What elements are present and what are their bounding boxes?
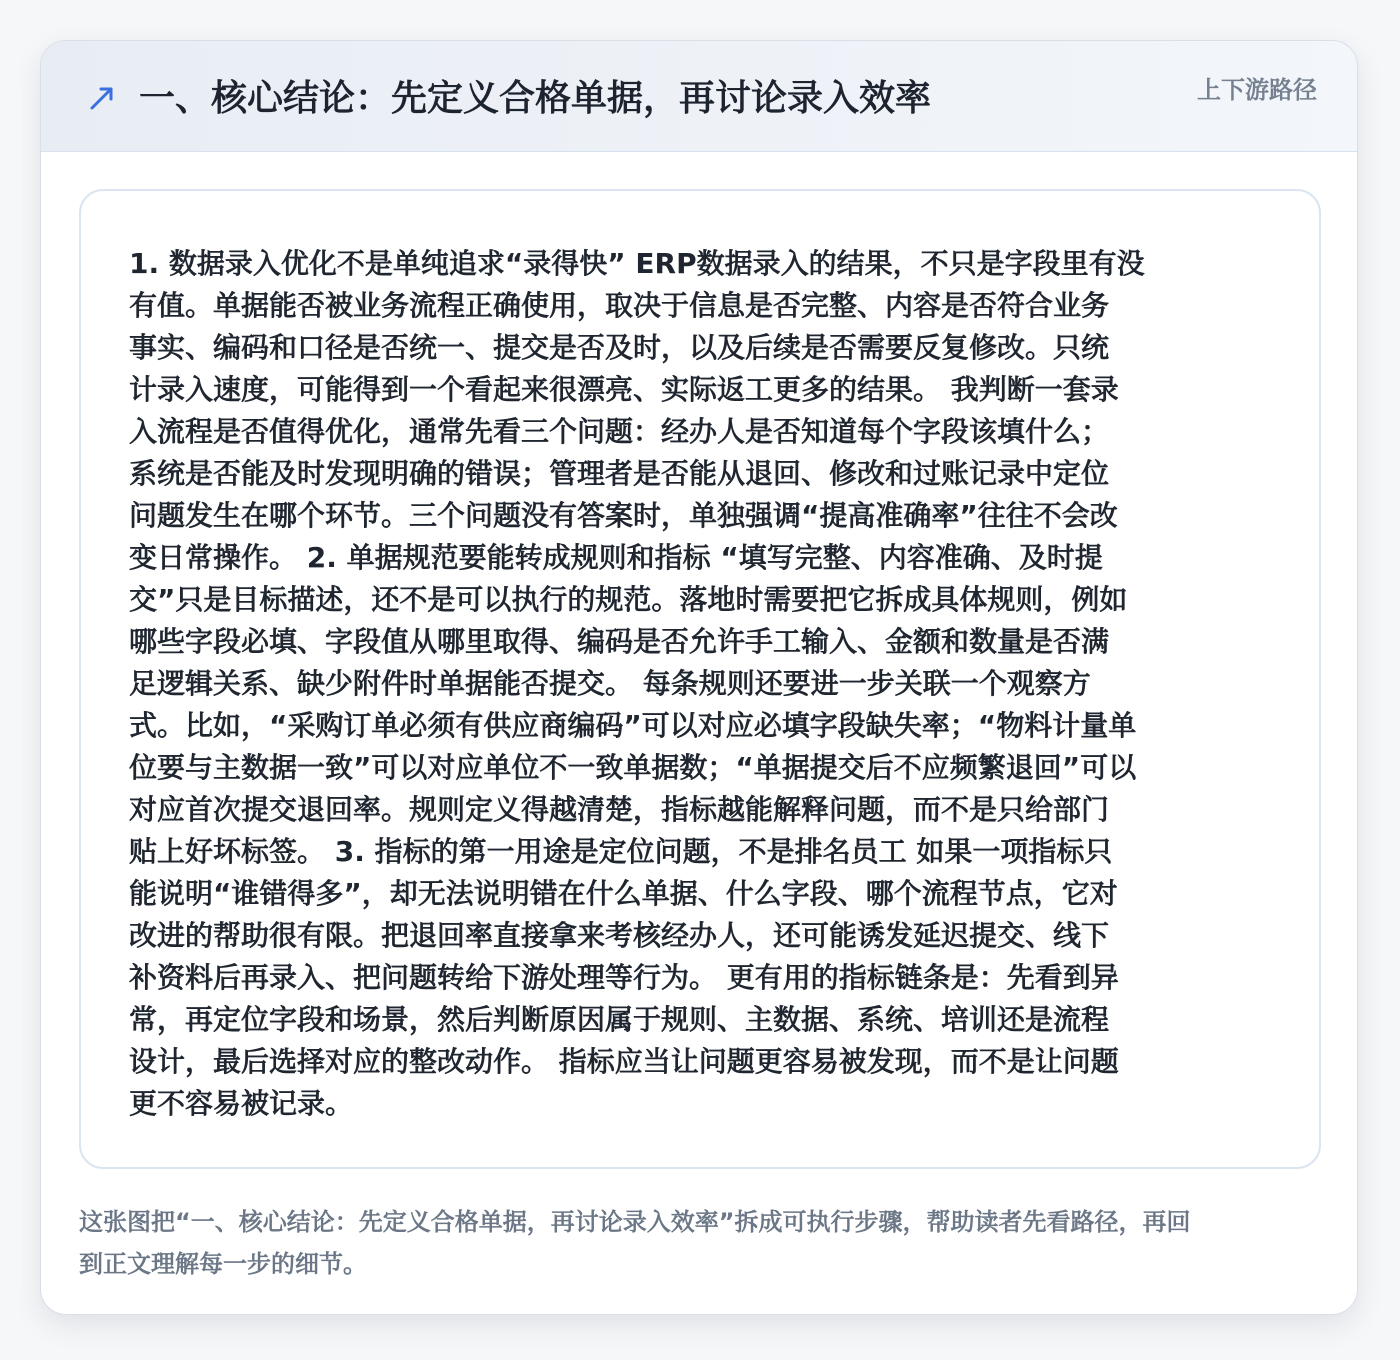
body-text: 1. 数据录入优化不是单纯追求“录得快” ERP数据录入的结果，不只是字段里有没 有值。单据能否被业务流程正确使用，取决于信息是否完整、内容是否符合业务 事实、编码和口径是否统一、提交是否及时，以及后续是否需要反复修改。只统 计录入速度，可能得到一个看起来很漂亮、实际返工更多的结果。 我判断一套录 入流程是否值得优化，通常先看三个问题：经办人是否知道每个字段该填什么； 系统是否能及时发现明确的错误；管理者是否能从退回、修改和过账记录中定位 问题发生在哪个环节。三个问题没有答案时，单独强调“提高准确率”往往不会改 变日常操作。 2. 单据规范要能转成规则和指标 “填写完整、内容准确、及时提 交”只是目标描述，还不是可以执行的规范。落地时需要把它拆成具体规则，例如 哪些字段必填、字段值从哪里取得、编码是否允许手工输入、金额和数量是否满 足逻辑关系、缺少附件时单据能否提交。 每条规则还要进一步关联一个观察方 式。比如，“采购订单必须有供应商编码”可以对应必填字段缺失率；“物料计量单 位要与主数据一致”可以对应单位不一致单据数；“单据提交后不应频繁退回”可以 对应首次提交退回率。规则定义得越清楚，指标越能解释问题，而不是只给部门 贴上好坏标签。 3. 指标的第一用途是定位问题，不是排名员工 如果一项指标只 能说明“谁错得多”，却无法说明错在什么单据、什么字段、哪个流程节点，它对 改进的帮助很有限。把退回率直接拿来考核经办人，还可能诱发延迟提交、线下 补资料后再录入、把问题转给下游处理等行为。 更有用的指标链条是：先看到异 常，再定位字段和场景，然后判断原因属于规则、主数据、系统、培训还是流程 设计，最后选择对应的整改动作。 指标应当让问题更容易被发现，而不是让问题 更不容易被记录。 [129,247,1145,1120]
card-header [41,41,1357,152]
caption: 这张图把“一、核心结论：先定义合格单据，再讨论录入效率”拆成可执行步骤，帮助读者先看路径，再回 到正文理解每一步的细节。 [79,1208,1191,1278]
summary-card [40,40,1358,1315]
header-tag: 上下游路径 [1197,76,1317,104]
page-title: 一、核心结论：先定义合格单据，再讨论录入效率 [139,78,932,119]
content-panel [79,189,1321,1169]
arrow-up-right-icon [87,83,117,113]
